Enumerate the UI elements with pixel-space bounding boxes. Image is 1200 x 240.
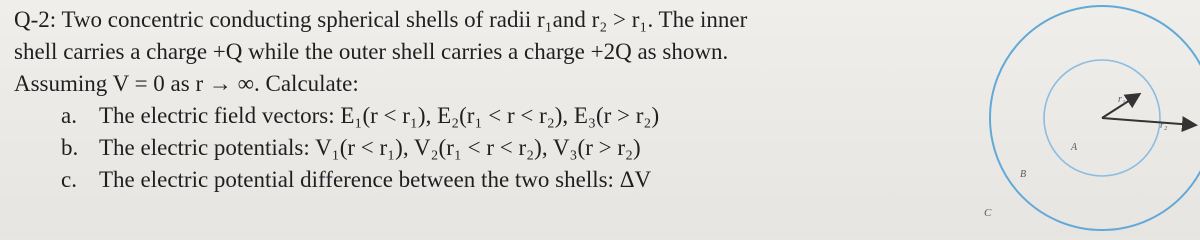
sub-question-a — [61, 100, 964, 132]
sub-question-letter: c. — [61, 167, 77, 192]
question-text — [14, 4, 964, 196]
sub-question-list — [14, 100, 964, 196]
concentric-shells-diagram — [962, 0, 1200, 237]
sub-question-text: The electric potential difference between the two shells: ΔV — [99, 167, 652, 192]
problem-line-3: Assuming V = 0 as r → ∞. Calculate: — [14, 71, 359, 96]
shells-svg — [962, 0, 1200, 237]
problem-line-1: Q-2: Two concentric conducting spherical shells of radii r₁and r₂ > r₁. The inner — [14, 7, 748, 32]
label-r2: r₂ — [1160, 120, 1168, 131]
label-r1: r₁ — [1118, 94, 1126, 105]
sub-question-letter: a. — [61, 103, 77, 128]
problem-line-2: shell carries a charge +Q while the outer shell carries a charge +2Q as shown. — [14, 39, 729, 64]
label-b: B — [1020, 169, 1027, 180]
radius-r2-arrow — [1102, 118, 1194, 125]
sub-question-text: The electric field vectors: E₁(r < r₁), E₂(r₁ < r < r₂), E₃(r > r₂) — [99, 103, 660, 128]
label-c: C — [984, 207, 992, 219]
label-a: A — [1071, 142, 1078, 153]
outer-shell-circle — [990, 6, 1200, 230]
sub-question-letter: b. — [61, 135, 79, 160]
sub-question-c — [61, 164, 964, 196]
sub-question-b — [61, 132, 964, 164]
sub-question-text: The electric potentials: V₁(r < r₁), V₂(r₁ < r < r₂), V₃(r > r₂) — [99, 135, 641, 160]
